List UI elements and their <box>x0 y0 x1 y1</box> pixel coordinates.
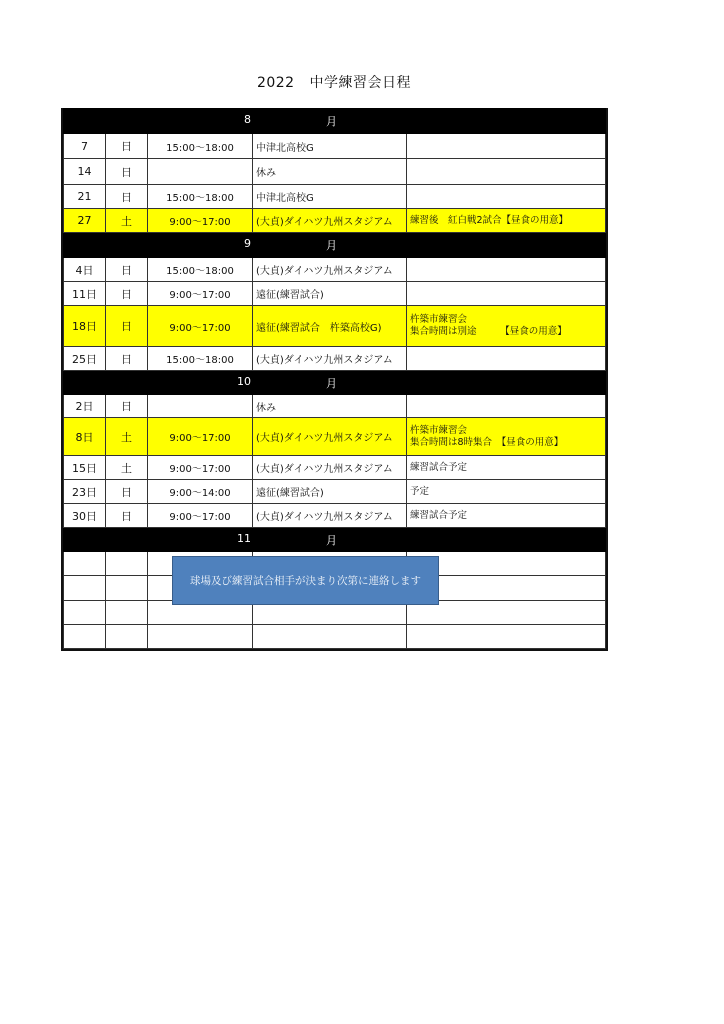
day-cell: 23日 <box>64 480 106 504</box>
schedule-row <box>64 480 606 504</box>
weekday-cell: 土 <box>106 209 148 233</box>
day-cell: 27 <box>64 209 106 233</box>
venue-cell: (大貞)ダイハツ九州スタジアム <box>253 209 407 233</box>
weekday-cell: 日 <box>106 480 148 504</box>
day-cell: 7 <box>64 134 106 159</box>
time-cell: 9:00～17:00 <box>148 418 253 456</box>
venue-cell <box>253 625 407 649</box>
day-cell: 18日 <box>64 306 106 347</box>
month-header-row <box>64 109 606 134</box>
venue-cell: (大貞)ダイハツ九州スタジアム <box>253 347 407 371</box>
venue-cell: 休み <box>253 159 407 185</box>
schedule-row <box>64 418 606 456</box>
note-line: 練習試合予定 <box>410 509 468 521</box>
note-cell <box>407 159 606 185</box>
day-cell <box>64 552 106 576</box>
venue-cell: (大貞)ダイハツ九州スタジアム <box>253 258 407 282</box>
weekday-cell: 日 <box>106 504 148 528</box>
venue-cell: (大貞)ダイハツ九州スタジアム <box>253 504 407 528</box>
notice-callout <box>172 556 439 605</box>
schedule-row <box>64 456 606 480</box>
note-cell <box>407 625 606 649</box>
weekday-cell: 日 <box>106 159 148 185</box>
month-header <box>64 109 606 134</box>
month-number: 10 <box>237 375 251 388</box>
day-cell: 14 <box>64 159 106 185</box>
time-cell <box>148 159 253 185</box>
month-header <box>64 528 606 552</box>
time-cell: 9:00～17:00 <box>148 306 253 347</box>
weekday-cell: 日 <box>106 306 148 347</box>
weekday-cell <box>106 601 148 625</box>
month-unit: 月 <box>326 377 337 390</box>
venue-cell: (大貞)ダイハツ九州スタジアム <box>253 456 407 480</box>
month-number: 9 <box>244 237 251 250</box>
venue-cell: 休み <box>253 395 407 418</box>
schedule-row <box>64 209 606 233</box>
day-cell: 25日 <box>64 347 106 371</box>
day-cell <box>64 625 106 649</box>
title-year: 2022 <box>256 75 295 91</box>
weekday-cell: 日 <box>106 395 148 418</box>
venue-cell: 中津北高校G <box>253 185 407 209</box>
weekday-cell: 土 <box>106 456 148 480</box>
day-cell: 15日 <box>64 456 106 480</box>
schedule-row <box>64 134 606 159</box>
schedule-row <box>64 258 606 282</box>
page-title <box>0 72 668 92</box>
month-number: 8 <box>244 113 251 126</box>
day-cell: 4日 <box>64 258 106 282</box>
note-line: 集合時間は8時集合 【昼食の用意】 <box>410 436 564 448</box>
weekday-cell: 日 <box>106 282 148 306</box>
day-cell <box>64 601 106 625</box>
note-cell <box>407 347 606 371</box>
day-cell: 30日 <box>64 504 106 528</box>
day-cell <box>64 576 106 601</box>
weekday-cell <box>106 552 148 576</box>
month-number: 11 <box>237 532 251 545</box>
weekday-cell: 日 <box>106 347 148 371</box>
month-header-row <box>64 233 606 258</box>
weekday-cell: 土 <box>106 418 148 456</box>
day-cell: 8日 <box>64 418 106 456</box>
month-unit: 月 <box>326 115 337 128</box>
note-line: 予定 <box>410 485 430 497</box>
venue-cell: (大貞)ダイハツ九州スタジアム <box>253 418 407 456</box>
note-cell <box>407 282 606 306</box>
note-cell <box>407 306 606 347</box>
note-line: 杵築市練習会 <box>410 314 468 325</box>
schedule-row <box>64 395 606 418</box>
venue-cell: 遠征(練習試合 杵築高校G) <box>253 306 407 347</box>
schedule-row <box>64 282 606 306</box>
weekday-cell <box>106 625 148 649</box>
time-cell: 9:00～17:00 <box>148 504 253 528</box>
venue-cell: 遠征(練習試合) <box>253 282 407 306</box>
notice-text: 球場及び練習試合相手が決まり次第に連絡します <box>190 575 421 587</box>
note-line: 練習試合予定 <box>410 461 468 473</box>
note-cell <box>407 134 606 159</box>
weekday-cell: 日 <box>106 134 148 159</box>
venue-cell: 中津北高校G <box>253 134 407 159</box>
venue-cell: 遠征(練習試合) <box>253 480 407 504</box>
weekday-cell <box>106 576 148 601</box>
day-cell: 11日 <box>64 282 106 306</box>
time-cell: 15:00～18:00 <box>148 258 253 282</box>
title-text: 中学練習会日程 <box>309 75 412 91</box>
time-cell: 9:00～17:00 <box>148 209 253 233</box>
schedule-row <box>64 625 606 649</box>
note-cell <box>407 504 606 528</box>
note-cell <box>407 185 606 209</box>
schedule-row <box>64 159 606 185</box>
note-line: 練習後 紅白戦2試合【昼食の用意】 <box>410 214 569 226</box>
note-cell <box>407 395 606 418</box>
time-cell: 15:00～18:00 <box>148 347 253 371</box>
time-cell: 9:00～17:00 <box>148 456 253 480</box>
note-line: 杵築市練習会 <box>410 424 468 436</box>
time-cell: 9:00～17:00 <box>148 282 253 306</box>
day-cell: 2日 <box>64 395 106 418</box>
note-cell <box>407 480 606 504</box>
day-cell: 21 <box>64 185 106 209</box>
weekday-cell: 日 <box>106 185 148 209</box>
schedule-row <box>64 347 606 371</box>
weekday-cell: 日 <box>106 258 148 282</box>
note-cell <box>407 209 606 233</box>
time-cell: 15:00～18:00 <box>148 134 253 159</box>
time-cell <box>148 395 253 418</box>
note-cell <box>407 456 606 480</box>
note-cell <box>407 258 606 282</box>
note-cell <box>407 418 606 456</box>
schedule-row <box>64 504 606 528</box>
schedule-row <box>64 185 606 209</box>
note-line: 集合時間は別途 【昼食の用意】 <box>410 326 567 337</box>
month-header <box>64 371 606 395</box>
time-cell: 15:00～18:00 <box>148 185 253 209</box>
month-unit: 月 <box>326 239 337 252</box>
month-header-row <box>64 371 606 395</box>
time-cell: 9:00～14:00 <box>148 480 253 504</box>
time-cell <box>148 625 253 649</box>
schedule-row <box>64 306 606 347</box>
month-header <box>64 233 606 258</box>
month-unit: 月 <box>326 534 337 547</box>
month-header-row <box>64 528 606 552</box>
